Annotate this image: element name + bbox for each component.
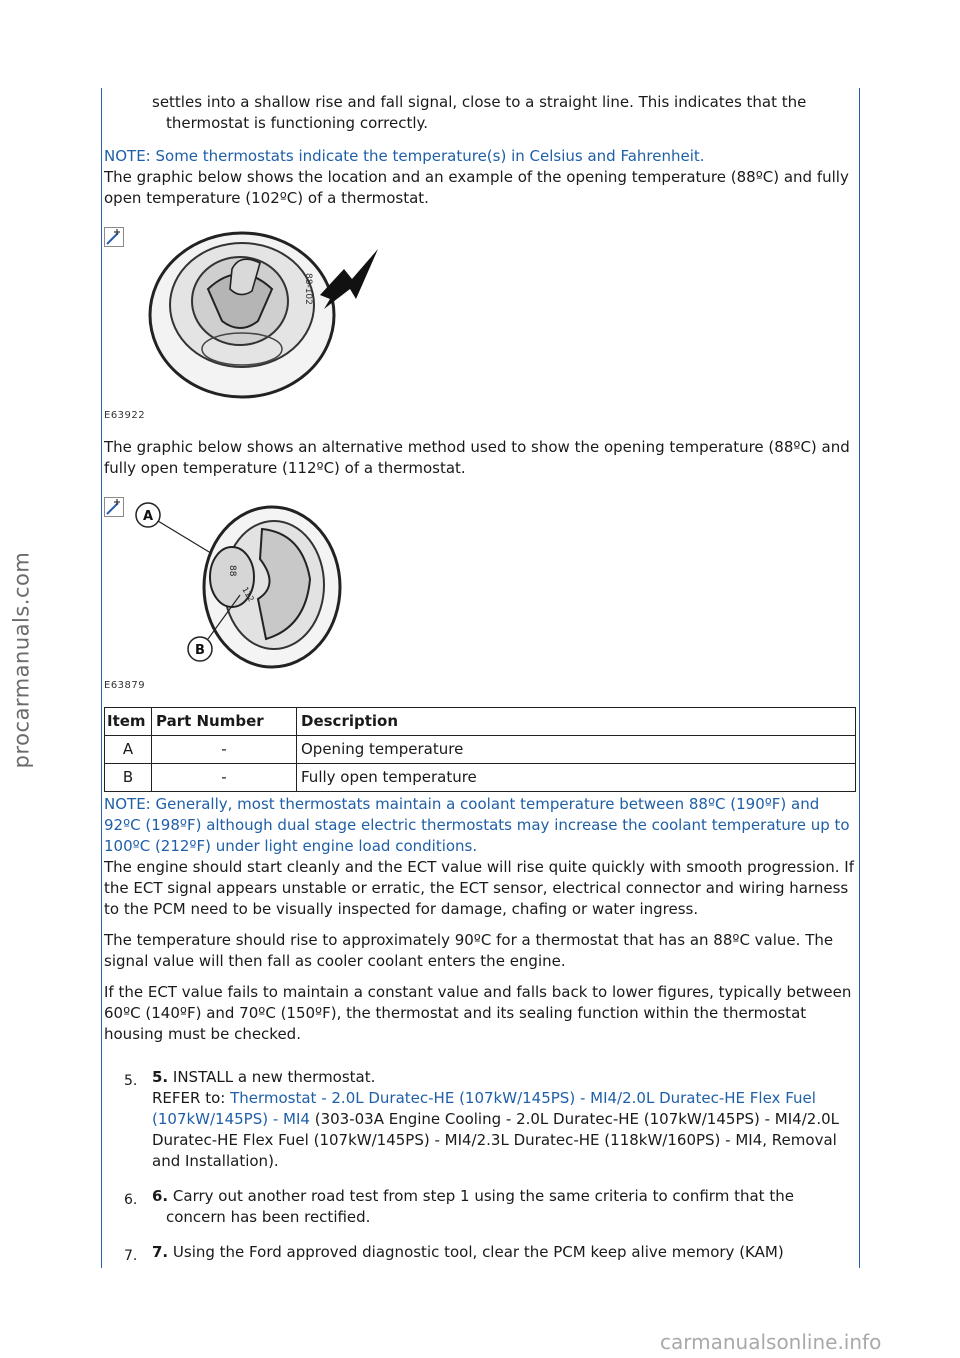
thermostat-image-1 [148,229,388,401]
step-number: 7. [124,1248,138,1264]
note-coolant-temperature: NOTE: Generally, most thermostats maintain a coolant temperature between 88ºC (190ºF) and 92ºC (198ºF) although dual stage electric thermostats may increase the coolant temperature up to 100ºC (212ºF) under light engine load conditions. [104,795,850,855]
paragraph-engine-start: The engine should start cleanly and the ECT value will rise quite quickly with smooth progression. If the ECT signal appears unstable or erratic, the ECT sensor, electrical connector and wiring harness to the PCM need to be visually inspected for damage, chafing or water ingress. [104,858,854,918]
refer-prefix: REFER to: [152,1089,231,1107]
page-content [104,92,856,1263]
figure-thermostat-2 [104,497,856,693]
step-bold-number: 7. [152,1243,169,1261]
stamp-full-text: 112 [240,585,256,604]
side-watermark-text: procarmanuals.com [9,551,33,769]
table-header-row [105,708,856,736]
step-bold-number: 6. [152,1187,169,1205]
row-description: Fully open temperature [297,764,856,792]
step-refer [152,1088,856,1172]
intro-continuation: settles into a shallow rise and fall signal, close to a straight line. This indicates that the thermostat is functioning correctly. [152,93,807,132]
zoom-icon[interactable] [104,497,124,517]
thermostat-link[interactable]: Thermostat - 2.0L Duratec-HE (107kW/145PS) - MI4/2.0L Duratec-HE Flex Fuel (107kW/145PS) - MI4 [152,1089,816,1128]
page-frame-left [101,88,102,1268]
step-body: Carry out another road test from step 1 using the same criteria to confirm that the concern has been rectified. [166,1187,794,1226]
side-watermark [6,540,36,780]
row-item: A [105,736,152,764]
row-item: B [105,764,152,792]
step-number: 5. [124,1073,138,1089]
refer-rest: (303-03A Engine Cooling - 2.0L Duratec-HE (107kW/145PS) - MI4/2.0L Duratec-HE Flex Fuel (107kW/145PS) - MI4/2.3L Duratec-HE (118kW/160PS) - MI4, Removal and Installation). [152,1110,839,1170]
stamp-open-text: 88 [227,565,237,577]
figure-thermostat-1 [104,227,856,423]
step-text [152,1242,856,1263]
step-text [152,1186,856,1228]
thermostat-stamp-text: 88-102 [303,273,313,305]
step-bold-number: 5. [152,1068,169,1086]
step-body: INSTALL a new thermostat. [168,1068,376,1086]
zoom-icon[interactable] [104,227,124,247]
paragraph-ect-fails: If the ECT value fails to maintain a constant value and falls back to lower figures, typically between 60ºC (140ºF) and 70ºC (150ºF), the thermostat and its sealing function within the thermostat housing must be checked. [104,983,852,1043]
step-body: Using the Ford approved diagnostic tool, clear the PCM keep alive memory (KAM) [168,1243,784,1261]
parts-table [104,707,856,792]
step-6 [104,1186,856,1228]
row-part-number: - [152,764,297,792]
table-row [105,764,856,792]
table-row [105,736,856,764]
page-frame-right [859,88,860,1268]
header-description: Description [297,708,856,736]
thermostat-image-2 [134,499,354,679]
row-description: Opening temperature [297,736,856,764]
footer-watermark: carmanualsonline.info [660,1330,882,1354]
step-7 [104,1242,856,1263]
figure-code-1: E63922 [104,410,146,421]
row-part-number: - [152,736,297,764]
callout-a: A [143,509,154,524]
paragraph-alternative-method: The graphic below shows an alternative method used to show the opening temperature (88ºC) and fully open temperature (112ºC) of a thermostat. [104,438,850,477]
paragraph-temperature-rise: The temperature should rise to approximately 90ºC for a thermostat that has an 88ºC value. The signal value will then fall as cooler coolant enters the engine. [104,931,834,970]
header-item: Item [105,708,152,736]
step-text [152,1067,856,1088]
step-number: 6. [124,1192,138,1208]
paragraph-location-example: The graphic below shows the location and an example of the opening temperature (88ºC) and fully open temperature (102ºC) of a thermostat. [104,168,849,207]
callout-b: B [195,643,205,658]
note-celsius-fahrenheit: NOTE: Some thermostats indicate the temperature(s) in Celsius and Fahrenheit. [104,147,705,165]
step-5 [104,1067,856,1172]
figure-code-2: E63879 [104,680,146,691]
header-part-number: Part Number [152,708,297,736]
